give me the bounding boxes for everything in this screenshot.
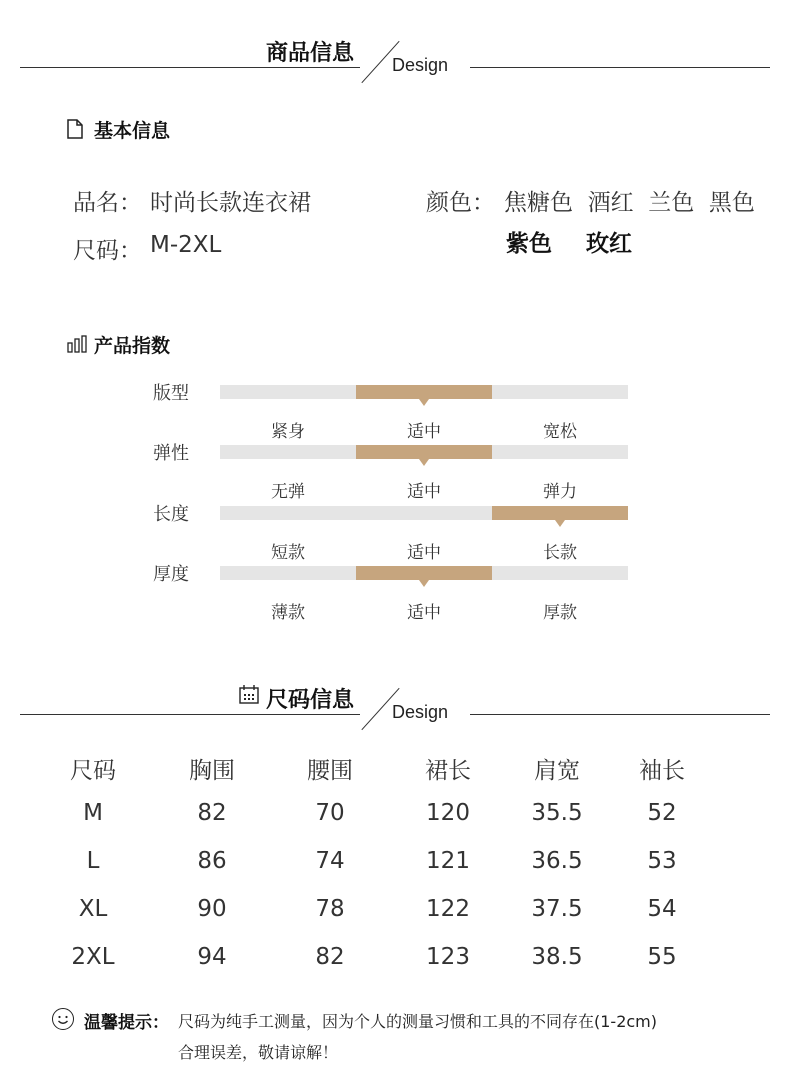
bar-chart-icon	[67, 335, 87, 353]
index-option-label: 适中	[407, 543, 441, 563]
table-cell: 38.5	[531, 944, 583, 970]
table-cell: 37.5	[531, 896, 583, 922]
product-name-value: 时尚长款连衣裙	[150, 190, 311, 216]
table-row	[40, 848, 740, 896]
table-cell: 82	[315, 944, 345, 970]
index-pointer-icon	[419, 459, 429, 466]
tip-text-line2: 合理误差，敬请谅解！	[178, 1043, 339, 1062]
tip-text-line1: 尺码为纯手工测量，因为个人的测量习惯和工具的不同存在(1-2cm)	[178, 1012, 658, 1031]
table-header-cell: 裙长	[425, 758, 471, 784]
section-title-size-info: 尺码信息	[266, 688, 355, 713]
size-table	[40, 752, 740, 992]
section-divider-right	[470, 714, 770, 715]
index-selected-segment	[492, 506, 628, 520]
index-option-label: 适中	[407, 603, 441, 623]
section-divider-left	[20, 67, 360, 68]
index-pointer-icon	[419, 399, 429, 406]
index-pointer-icon	[555, 520, 565, 527]
index-selected-segment	[356, 566, 492, 580]
index-option-label: 短款	[271, 543, 305, 563]
table-cell: 2XL	[71, 944, 115, 970]
table-cell: 122	[426, 896, 470, 922]
section-title-product-info: 商品信息	[266, 41, 355, 66]
color-value-purple: 紫色	[506, 231, 552, 257]
index-scale-bar	[220, 566, 628, 580]
table-header-cell: 肩宽	[534, 758, 580, 784]
index-option-label: 适中	[407, 482, 441, 502]
table-cell: 55	[647, 944, 677, 970]
section-design-label: Design	[392, 702, 449, 722]
table-cell: 54	[647, 896, 677, 922]
tip-label: 温馨提示：	[84, 1013, 169, 1033]
table-row	[40, 896, 740, 944]
calendar-icon	[239, 685, 259, 704]
index-option-label: 弹力	[543, 482, 577, 502]
index-option-label: 紧身	[271, 422, 305, 442]
table-cell: 121	[426, 848, 470, 874]
section-design-label: Design	[392, 55, 449, 75]
index-option-label: 适中	[407, 422, 441, 442]
product-index-title: 产品指数	[94, 335, 171, 357]
index-scale-bar	[220, 445, 628, 459]
table-cell: 70	[315, 800, 345, 826]
size-range-value: M-2XL	[150, 232, 222, 258]
index-row-label: 厚度	[153, 564, 189, 585]
table-cell: 94	[197, 944, 227, 970]
index-row-label: 长度	[153, 504, 189, 525]
table-cell: M	[83, 800, 103, 826]
index-row-label: 弹性	[153, 443, 189, 464]
table-cell: 90	[197, 896, 227, 922]
index-option-label: 长款	[543, 543, 577, 563]
index-row-label: 版型	[153, 383, 189, 404]
index-option-label: 无弹	[271, 482, 305, 502]
table-row	[40, 800, 740, 848]
table-cell: 120	[426, 800, 470, 826]
table-cell: 82	[197, 800, 227, 826]
table-cell: 36.5	[531, 848, 583, 874]
smile-icon	[52, 1008, 74, 1030]
section-divider-right	[470, 67, 770, 68]
table-header-cell: 腰围	[307, 758, 353, 784]
index-scale-bar	[220, 506, 628, 520]
color-values: 焦糖色 酒红 兰色 黑色	[504, 190, 755, 216]
table-header-cell: 胸围	[189, 758, 235, 784]
table-cell: L	[86, 848, 100, 874]
table-cell: 35.5	[531, 800, 583, 826]
index-pointer-icon	[419, 580, 429, 587]
index-option-label: 厚款	[543, 603, 577, 623]
table-cell: 123	[426, 944, 470, 970]
size-range-label: 尺码：	[73, 238, 142, 264]
table-cell: 86	[197, 848, 227, 874]
table-cell: 53	[647, 848, 677, 874]
color-label: 颜色：	[426, 190, 495, 216]
index-scale-bar	[220, 385, 628, 399]
section-divider-left	[20, 714, 360, 715]
product-name-label: 品名：	[73, 190, 142, 216]
table-header-cell: 尺码	[70, 758, 116, 784]
index-option-label: 薄款	[271, 603, 305, 623]
document-icon	[67, 119, 83, 139]
table-cell: XL	[78, 896, 108, 922]
color-value-rose: 玫红	[586, 231, 632, 257]
table-cell: 78	[315, 896, 345, 922]
table-cell: 52	[647, 800, 677, 826]
table-header-cell: 袖长	[639, 758, 685, 784]
basic-info-title: 基本信息	[94, 120, 171, 142]
table-row	[40, 944, 740, 992]
index-option-label: 宽松	[543, 422, 577, 442]
table-cell: 74	[315, 848, 345, 874]
index-selected-segment	[356, 385, 492, 399]
index-selected-segment	[356, 445, 492, 459]
table-header-row	[40, 752, 740, 800]
